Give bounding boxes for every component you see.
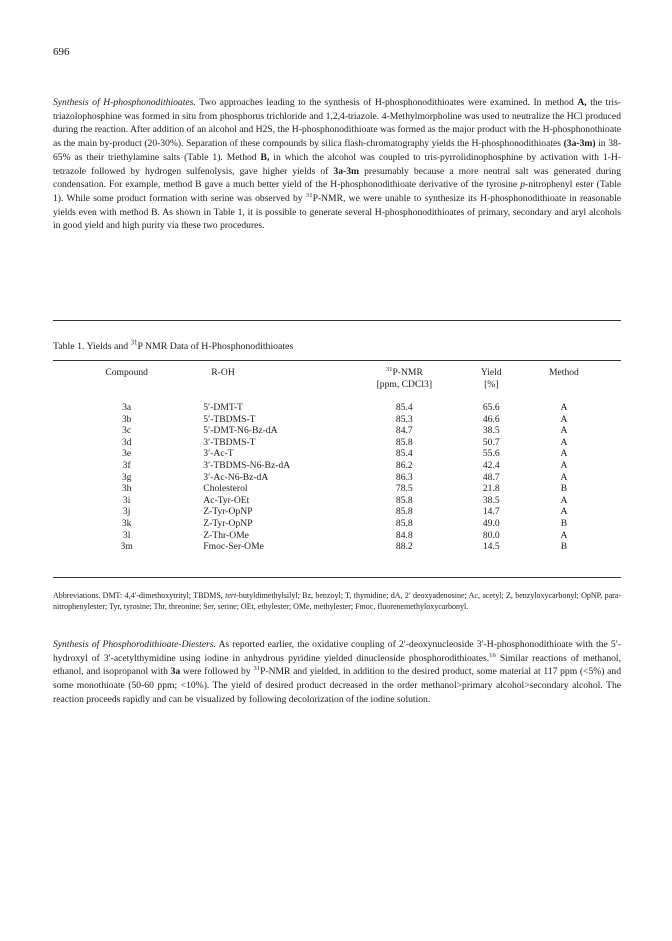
table-bottom-rule	[53, 577, 621, 578]
table-row: 3e 3′-Ac-T 85.4 55.6 A	[122, 448, 568, 460]
table-row: 3m Fmoc-Ser-OMe 88.2 14.5 B	[120, 541, 568, 553]
abbreviations-footnote: Abbreviations. DMT: 4,4′-dimethoxytrityl; TBDMS, tert-butyldimethylsilyl; Bz, benzoyl; T, thymidine; dA, 2′ deoxyadenosine; Ac, acetyl; Z, benzyloxycarbonyl; OpNP, para-nitrophenylester; Tyr, tyrosine; Thr, threonine; Ser, serine; OEt, ethylester; OMe, methylester; Fmoc, fluorenemethyloxycarbonyl.	[53, 591, 621, 612]
table-header-rule	[53, 360, 621, 361]
paragraph-phosphorodithioate-diesters: Synthesis of Phosphorodithioate-Diesters. As reported earlier, the oxidative coupling of 2′-deoxynucleoside 3′-H-phosphonodithioate with the 5′-hydroxyl of 3′-acetylthymidine using iodine in anhydrous pyridine yielded dinucleoside phosphorodithioates.$^{16}$ Similar reactions of methanol, ethanol, and isopropanol with 3a were followed by $^{31}$P-NMR and yielded, in addition to the desired product, some material at 117 ppm (<5%) and some monothioate (50-60 ppm; <10%). The yield of desired product decreased in the order methanol>primary alcohol>secondary alcohol. The reaction proceeds rapidly and can be visualized by following decolorization of the iodine solution.	[53, 639, 622, 705]
paragraph-h-phosphonodithioate-synthesis: Synthesis of H-phosphonodithioates. Two approaches leading to the synthesis of H-phosphonodithioates were examined. In method A, the tris-triazolophosphine was formed in situ from phosphorus trichloride and 1,2,4-triazole. 4-Methylmorpholine was used to neutralize the HCl produced during the reaction. After addition of an alcohol and H2S, the H-phosphonodithioate was formed as the major product with the H-phosphonothioate as the main by-product (20-30%). Separation of these compounds by silica flash-chromatography yields the H-phosphonodithioates (3a-3m) in 38-65% as their triethylamine salts (Table 1). Method B, in which the alcohol was coupled to tris-pyrrolidinophosphine by activation with 1-H-tetrazole followed by hydrogen sulfenolysis, gave higher yields of 3a-3m presumably because a more neutral salt was generated during condensation. For example, method B gave a much better yield of the H-phosphonodithioate derivative of the tyrosine p-nitrophenyl ester (Table 1). While some product formation with serine was observed by $^{31}$P-NMR, we were unable to synthesize its H-phosphonodithioate in reasonable yields even with method B. As shown in Table 1, it is possible to generate several H-phosphonodithioates of primary, secondary and aryl alcohols in good yield and high purity via these two procedures.	[53, 97, 622, 232]
yields-nmr-table	[78, 367, 598, 553]
header-method: Method	[549, 367, 579, 378]
table-caption: Table 1. Yields and $^{31}$P NMR Data of H-Phosphonodithioates	[53, 339, 294, 352]
table-row: 3g 3′-Ac-N6-Bz-dA 86.3 48.7 A	[121, 471, 568, 483]
section-title: Synthesis of H-phosphonodithioates.	[53, 97, 196, 108]
table-row: 3j Z-Tyr-OpNP 85.8 14.7 A	[122, 506, 568, 518]
table-row: 3a 5′-DMT-T 85.4 65.6 A	[122, 402, 568, 413]
header-roh: R-OH	[211, 367, 235, 378]
header-compound: Compound	[105, 367, 148, 378]
table-row: 3b 5′-TBDMS-T 85.3 46.6 A	[121, 413, 568, 425]
table-row: 3f 3′-TBDMS-N6-Bz-dA 86.2 42.4 A	[122, 459, 568, 471]
section-title: Synthesis of Phosphorodithioate-Diesters.	[53, 639, 216, 650]
table-top-rule	[53, 320, 621, 321]
table-row: 3i Ac-Tyr-OEt 85.8 38.5 A	[122, 494, 568, 506]
table-row: 3c 5′-DMT-N6-Bz-dA 84.7 38.5 A	[122, 425, 568, 437]
header-nmr: $^{31}$P-NMR [ppm, CDCl3]	[376, 365, 433, 390]
page-number: 696	[53, 46, 70, 58]
table-header-row	[78, 367, 598, 390]
table-row: 3d 3′-TBDMS-T 85.8 50.7 A	[121, 436, 568, 448]
table-row: 3k Z-Tyr-OpNP 85.8 49.0 B	[121, 517, 568, 529]
table-row: 3l Z-Thr-OMe 84.8 80.0 A	[122, 529, 568, 541]
table-row: 3h Cholesterol 78.5 21.8 B	[121, 483, 568, 495]
header-yield: Yield [%]	[480, 367, 502, 390]
